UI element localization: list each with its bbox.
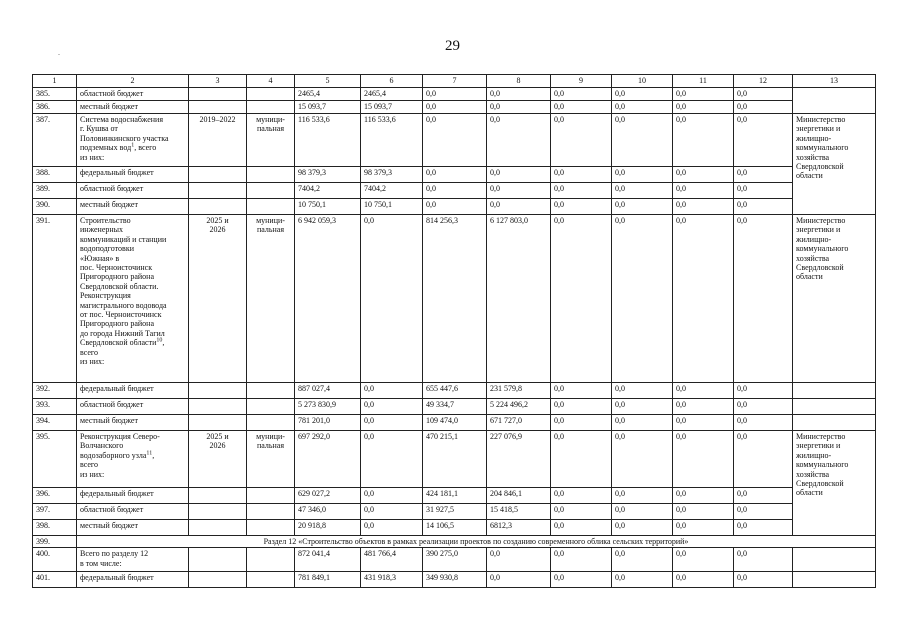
row-title: [77, 504, 189, 520]
row-number: 386.: [33, 101, 77, 114]
row-title-tail: , всего из них:: [80, 450, 155, 479]
row-number: 385.: [33, 88, 77, 101]
column-header: 12: [734, 75, 793, 88]
value-cell: 15 093,7: [295, 101, 361, 114]
row-number: 397.: [33, 504, 77, 520]
value-cell: 0,0: [612, 199, 673, 215]
table-row: [33, 520, 876, 536]
value-cell: 0,0: [487, 572, 551, 588]
value-cell: 0,0: [551, 199, 612, 215]
value-cell: 0,0: [612, 548, 673, 572]
value-cell: 10 750,1: [361, 199, 423, 215]
value-cell: 629 027,2: [295, 488, 361, 504]
table-row: [33, 536, 876, 548]
value-cell: 0,0: [423, 88, 487, 101]
footnote-ref: 1: [131, 142, 135, 149]
row-title: [77, 114, 189, 167]
value-cell: 424 181,1: [423, 488, 487, 504]
level-cell: [247, 572, 295, 588]
row-title-text: федеральный бюджет: [80, 168, 154, 177]
years-cell: [189, 399, 247, 415]
value-cell: 0,0: [487, 199, 551, 215]
years-cell: [189, 167, 247, 183]
table-row: [33, 504, 876, 520]
value-cell: 0,0: [612, 415, 673, 431]
value-cell: 2465,4: [295, 88, 361, 101]
row-title-text: областной бюджет: [80, 89, 144, 98]
level-cell: [247, 520, 295, 536]
row-title-text: областной бюджет: [80, 184, 144, 193]
value-cell: 204 846,1: [487, 488, 551, 504]
value-cell: 31 927,5: [423, 504, 487, 520]
table-row: [33, 215, 876, 383]
table-row: [33, 199, 876, 215]
row-number: 387.: [33, 114, 77, 167]
value-cell: 697 292,0: [295, 431, 361, 488]
value-cell: 14 106,5: [423, 520, 487, 536]
value-cell: 0,0: [487, 88, 551, 101]
column-header: 11: [673, 75, 734, 88]
value-cell: 470 215,1: [423, 431, 487, 488]
value-cell: 49 334,7: [423, 399, 487, 415]
value-cell: 0,0: [551, 520, 612, 536]
value-cell: 0,0: [423, 114, 487, 167]
value-cell: 0,0: [551, 415, 612, 431]
responsible-body: [793, 88, 876, 114]
level-cell: муници- пальная: [247, 215, 295, 383]
header-row: [33, 75, 876, 88]
row-title-text: Система водоснабжения г. Кушва от Половинкинского участка подземных вод: [80, 115, 169, 153]
value-cell: 0,0: [673, 88, 734, 101]
value-cell: 0,0: [612, 488, 673, 504]
row-number: 398.: [33, 520, 77, 536]
value-cell: 872 041,4: [295, 548, 361, 572]
value-cell: 0,0: [361, 504, 423, 520]
value-cell: 0,0: [612, 504, 673, 520]
row-title: [77, 488, 189, 504]
row-number: 395.: [33, 431, 77, 488]
row-title: [77, 101, 189, 114]
table-row: [33, 431, 876, 488]
level-cell: [247, 504, 295, 520]
value-cell: 0,0: [487, 548, 551, 572]
value-cell: 0,0: [612, 215, 673, 383]
value-cell: 0,0: [361, 399, 423, 415]
years-cell: 2019–2022: [189, 114, 247, 167]
row-number: 399.: [33, 536, 77, 548]
footnote-ref: 10: [156, 337, 163, 344]
value-cell: 116 533,6: [295, 114, 361, 167]
table-row: [33, 383, 876, 399]
table-row: [33, 183, 876, 199]
value-cell: 6 127 803,0: [487, 215, 551, 383]
column-header: 8: [487, 75, 551, 88]
level-cell: муници- пальная: [247, 114, 295, 167]
value-cell: 0,0: [551, 183, 612, 199]
value-cell: 0,0: [487, 167, 551, 183]
value-cell: 481 766,4: [361, 548, 423, 572]
years-cell: [189, 415, 247, 431]
years-cell: [189, 520, 247, 536]
column-header: 5: [295, 75, 361, 88]
value-cell: 0,0: [487, 101, 551, 114]
value-cell: 0,0: [734, 504, 793, 520]
responsible-body: [793, 383, 876, 399]
value-cell: 0,0: [673, 572, 734, 588]
table-row: [33, 167, 876, 183]
budget-table: [32, 74, 876, 588]
column-header: 10: [612, 75, 673, 88]
value-cell: 0,0: [487, 114, 551, 167]
value-cell: 15 093,7: [361, 101, 423, 114]
row-title-text: областной бюджет: [80, 505, 144, 514]
level-cell: [247, 415, 295, 431]
value-cell: 0,0: [734, 88, 793, 101]
table-row: [33, 415, 876, 431]
row-title: [77, 415, 189, 431]
value-cell: 0,0: [673, 183, 734, 199]
value-cell: 887 027,4: [295, 383, 361, 399]
level-cell: [247, 548, 295, 572]
value-cell: 7404,2: [361, 183, 423, 199]
responsible-body: [793, 572, 876, 588]
row-title-text: Строительство инженерных коммуникаций и станции водоподготовки «Южная» в пос. Черноисточинск Пригородного района Свердловской области. Реконструкция магистрального водовода от пос. Черноисточинск Пригородного района до города Нижний Тагил Свердловской области: [80, 216, 167, 348]
value-cell: 0,0: [734, 520, 793, 536]
row-title-tail: , всего из них:: [80, 338, 165, 367]
value-cell: 0,0: [734, 431, 793, 488]
value-cell: 0,0: [551, 167, 612, 183]
value-cell: 814 256,3: [423, 215, 487, 383]
value-cell: 6 942 059,3: [295, 215, 361, 383]
table-row: [33, 114, 876, 167]
years-cell: [189, 199, 247, 215]
years-cell: [189, 183, 247, 199]
table-row: [33, 488, 876, 504]
value-cell: 781 849,1: [295, 572, 361, 588]
row-number: 389.: [33, 183, 77, 199]
value-cell: 0,0: [551, 383, 612, 399]
value-cell: 390 275,0: [423, 548, 487, 572]
level-cell: муници- пальная: [247, 431, 295, 488]
row-title: [77, 183, 189, 199]
years-cell: [189, 383, 247, 399]
table-row: [33, 101, 876, 114]
row-number: 388.: [33, 167, 77, 183]
row-title: [77, 167, 189, 183]
value-cell: 0,0: [734, 415, 793, 431]
row-title-text: федеральный бюджет: [80, 489, 154, 498]
row-title-text: федеральный бюджет: [80, 384, 154, 393]
column-header: 7: [423, 75, 487, 88]
value-cell: 0,0: [551, 504, 612, 520]
value-cell: 0,0: [612, 520, 673, 536]
value-cell: 0,0: [734, 548, 793, 572]
row-number: 396.: [33, 488, 77, 504]
value-cell: 0,0: [673, 383, 734, 399]
column-header: 13: [793, 75, 876, 88]
row-title: [77, 215, 189, 383]
level-cell: [247, 167, 295, 183]
footnote-ref: 11: [146, 450, 153, 457]
value-cell: 5 273 830,9: [295, 399, 361, 415]
value-cell: 47 346,0: [295, 504, 361, 520]
value-cell: 0,0: [673, 431, 734, 488]
value-cell: 15 418,5: [487, 504, 551, 520]
column-header: 1: [33, 75, 77, 88]
row-title-text: местный бюджет: [80, 521, 138, 530]
row-title-text: федеральный бюджет: [80, 573, 154, 583]
value-cell: 0,0: [361, 415, 423, 431]
table-row: [33, 399, 876, 415]
row-title-text: местный бюджет: [80, 102, 138, 111]
row-title: [77, 431, 189, 488]
value-cell: 20 918,8: [295, 520, 361, 536]
row-number: 400.: [33, 548, 77, 572]
value-cell: 0,0: [551, 548, 612, 572]
row-title: [77, 383, 189, 399]
years-cell: [189, 548, 247, 572]
value-cell: 0,0: [612, 399, 673, 415]
value-cell: 231 579,8: [487, 383, 551, 399]
column-header: 3: [189, 75, 247, 88]
level-cell: [247, 488, 295, 504]
table-row: [33, 88, 876, 101]
value-cell: 0,0: [361, 383, 423, 399]
value-cell: 0,0: [551, 215, 612, 383]
value-cell: 0,0: [734, 199, 793, 215]
value-cell: 0,0: [612, 114, 673, 167]
row-title: [77, 199, 189, 215]
value-cell: 0,0: [361, 215, 423, 383]
value-cell: 431 918,3: [361, 572, 423, 588]
page-number: 29: [445, 38, 460, 54]
years-cell: [189, 504, 247, 520]
value-cell: 0,0: [551, 399, 612, 415]
value-cell: 0,0: [551, 114, 612, 167]
value-cell: 0,0: [734, 572, 793, 588]
value-cell: 6812,3: [487, 520, 551, 536]
value-cell: 2465,4: [361, 88, 423, 101]
value-cell: 349 930,8: [423, 572, 487, 588]
value-cell: 0,0: [734, 101, 793, 114]
value-cell: 0,0: [612, 101, 673, 114]
value-cell: 0,0: [612, 167, 673, 183]
value-cell: 0,0: [673, 199, 734, 215]
years-cell: [189, 488, 247, 504]
value-cell: 0,0: [612, 431, 673, 488]
row-title: [77, 572, 189, 588]
value-cell: 0,0: [673, 520, 734, 536]
row-number: 390.: [33, 199, 77, 215]
value-cell: 0,0: [551, 572, 612, 588]
table-row: [33, 572, 876, 588]
responsible-body: [793, 399, 876, 415]
value-cell: 98 379,3: [361, 167, 423, 183]
section-title: Раздел 12 «Строительство объектов в рамках реализации проектов по созданию современного облика сельских территорий»: [77, 536, 876, 548]
value-cell: 0,0: [423, 167, 487, 183]
value-cell: 0,0: [361, 431, 423, 488]
value-cell: 7404,2: [295, 183, 361, 199]
row-title-text: областной бюджет: [80, 400, 144, 409]
value-cell: 0,0: [612, 383, 673, 399]
value-cell: 0,0: [673, 114, 734, 167]
value-cell: 116 533,6: [361, 114, 423, 167]
row-title: [77, 399, 189, 415]
responsible-body: Министерство энергетики и жилищно- коммунального хозяйства Свердловской области: [793, 114, 876, 215]
level-cell: [247, 383, 295, 399]
value-cell: 0,0: [734, 215, 793, 383]
value-cell: 98 379,3: [295, 167, 361, 183]
responsible-body: [793, 415, 876, 431]
value-cell: 227 076,9: [487, 431, 551, 488]
value-cell: 0,0: [423, 199, 487, 215]
row-title-tail: , всего из них:: [80, 143, 157, 162]
table-row: [33, 548, 876, 572]
value-cell: 0,0: [551, 101, 612, 114]
value-cell: 0,0: [673, 101, 734, 114]
value-cell: 671 727,0: [487, 415, 551, 431]
row-title-text: местный бюджет: [80, 416, 138, 425]
column-header: 9: [551, 75, 612, 88]
value-cell: 0,0: [734, 488, 793, 504]
years-cell: 2025 и 2026: [189, 431, 247, 488]
value-cell: 0,0: [673, 167, 734, 183]
row-title: [77, 88, 189, 101]
value-cell: 0,0: [673, 215, 734, 383]
value-cell: 655 447,6: [423, 383, 487, 399]
level-cell: [247, 183, 295, 199]
value-cell: 0,0: [734, 383, 793, 399]
responsible-body: Министерство энергетики и жилищно- коммунального хозяйства Свердловской области: [793, 215, 876, 383]
value-cell: 0,0: [361, 488, 423, 504]
level-cell: [247, 399, 295, 415]
value-cell: 0,0: [551, 431, 612, 488]
value-cell: 0,0: [551, 88, 612, 101]
value-cell: 0,0: [612, 183, 673, 199]
value-cell: 0,0: [734, 167, 793, 183]
value-cell: 0,0: [423, 183, 487, 199]
value-cell: 0,0: [673, 488, 734, 504]
responsible-body: [793, 548, 876, 572]
value-cell: 10 750,1: [295, 199, 361, 215]
value-cell: 0,0: [673, 548, 734, 572]
value-cell: 0,0: [551, 488, 612, 504]
years-cell: [189, 101, 247, 114]
scan-mark: .: [58, 48, 60, 57]
row-title-text: местный бюджет: [80, 200, 138, 209]
row-title: [77, 548, 189, 572]
value-cell: 0,0: [612, 572, 673, 588]
responsible-body: Министерство энергетики и жилищно- коммунального хозяйства Свердловской области: [793, 431, 876, 536]
column-header: 6: [361, 75, 423, 88]
years-cell: [189, 572, 247, 588]
value-cell: 0,0: [734, 399, 793, 415]
row-title-text: Всего по разделу 12 в том числе:: [80, 549, 149, 568]
column-header: 2: [77, 75, 189, 88]
value-cell: 0,0: [734, 114, 793, 167]
value-cell: 0,0: [612, 88, 673, 101]
value-cell: 0,0: [673, 504, 734, 520]
value-cell: 0,0: [361, 520, 423, 536]
value-cell: 781 201,0: [295, 415, 361, 431]
years-cell: [189, 88, 247, 101]
row-number: 393.: [33, 399, 77, 415]
level-cell: [247, 199, 295, 215]
value-cell: 0,0: [734, 183, 793, 199]
row-title: [77, 520, 189, 536]
row-title-text: Реконструкция Северо- Волчанского водозаборного узла: [80, 432, 160, 460]
value-cell: 5 224 496,2: [487, 399, 551, 415]
row-number: 401.: [33, 572, 77, 588]
value-cell: 109 474,0: [423, 415, 487, 431]
years-cell: 2025 и 2026: [189, 215, 247, 383]
row-number: 394.: [33, 415, 77, 431]
level-cell: [247, 101, 295, 114]
value-cell: 0,0: [487, 183, 551, 199]
value-cell: 0,0: [673, 399, 734, 415]
row-number: 392.: [33, 383, 77, 399]
value-cell: 0,0: [423, 101, 487, 114]
column-header: 4: [247, 75, 295, 88]
row-number: 391.: [33, 215, 77, 383]
level-cell: [247, 88, 295, 101]
value-cell: 0,0: [673, 415, 734, 431]
